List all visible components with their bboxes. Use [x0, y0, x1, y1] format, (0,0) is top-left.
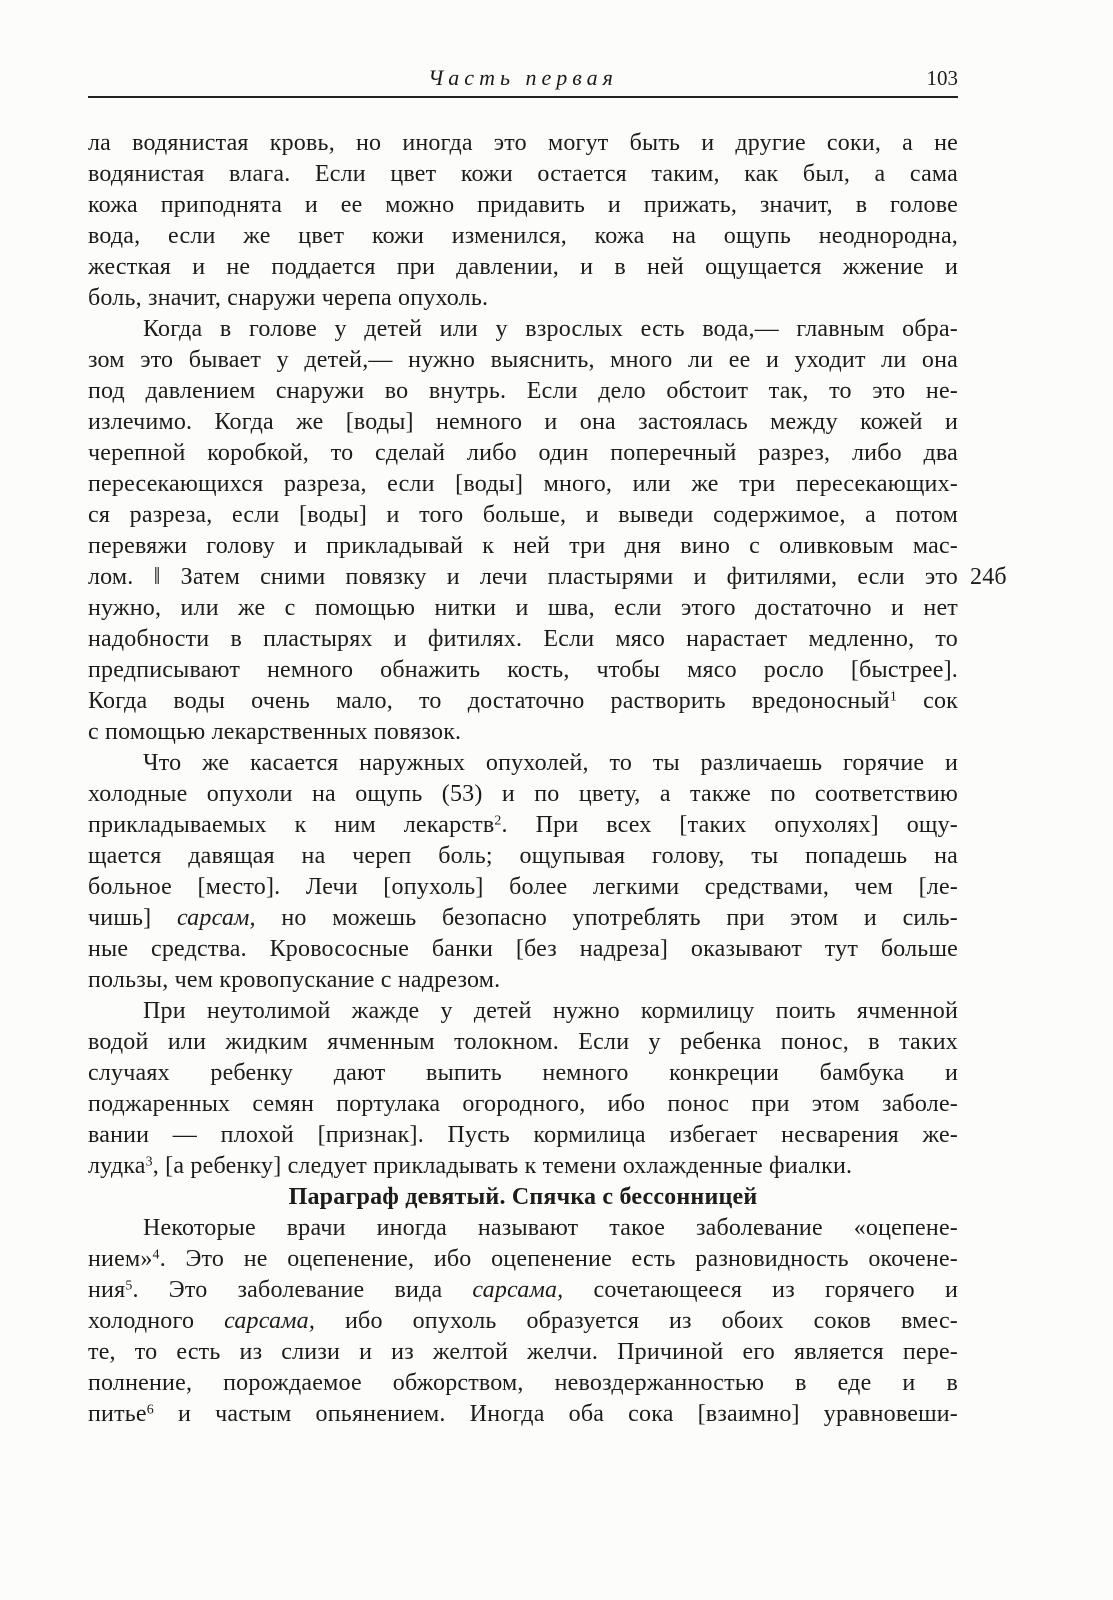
text-line: пользы, чем кровопускание с надрезом. — [88, 967, 501, 993]
text-line: холодного сарсама, ибо опухоль образуется из обоих соков вмес- — [88, 1308, 958, 1334]
text-line: Некоторые врачи иногда называют такое заболевание «оцепене- — [143, 1215, 958, 1241]
text-line: лудка$^3$, [а ребенку] следует прикладывать к темени охлажденные фиалки. — [88, 1153, 853, 1179]
footnote-ref: 2 — [494, 813, 502, 829]
italic-term: сарсама, — [224, 1308, 316, 1334]
text-line: с помощью лекарственных повязок. — [88, 719, 462, 745]
margin-folio-note: 24б — [970, 564, 1007, 590]
footnote-ref: 1 — [889, 689, 897, 705]
text-line: боль, значит, снаружи черепа опухоль. — [88, 285, 489, 311]
text-line: предписывают немного обнажить кость, чтобы мясо росло [быстрее]. — [88, 657, 958, 683]
footnote-ref: 5 — [125, 1278, 133, 1294]
text-line: нужно, или же с помощью нитки и шва, если этого достаточно и нет — [88, 595, 958, 621]
text-line: под давлением снаружи во внутрь. Если дело обстоит так, то это не- — [88, 378, 958, 404]
text-line: больное [место]. Лечи [опухоль] более легкими средствами, чем [ле- — [88, 874, 958, 900]
text-line: перевяжи голову и прикладывай к ней три дня вино с оливковым мас- — [88, 533, 958, 559]
text-line: ла водянистая кровь, но иногда это могут быть и другие соки, а не — [88, 130, 958, 156]
text-line: случаях ребенку дают выпить немного конкреции бамбука и — [88, 1060, 958, 1086]
text-line: При неутолимой жажде у детей нужно кормилицу поить ячменной — [143, 998, 958, 1024]
text-line: нием»$^4$. Это не оцепенение, ибо оцепенение есть разновидность окочене- — [88, 1246, 958, 1272]
text-line: щается давящая на череп боль; ощупывая голову, ты попадешь на — [88, 843, 958, 869]
footnote-ref: 6 — [146, 1402, 154, 1418]
text-line: ные средства. Кровососные банки [без надреза] оказывают тут больше — [88, 936, 958, 962]
text-line: холодные опухоли на ощупь (53) и по цвету, а также по соответствию — [88, 781, 958, 807]
footnote-ref: 3 — [145, 1154, 153, 1170]
page-number: 103 — [926, 66, 958, 90]
text-line: пересекающихся разреза, если [воды] много, или же три пересекающих- — [88, 471, 958, 497]
text-line: излечимо. Когда же [воды] немного и она застоялась между кожей и — [88, 409, 958, 435]
text-line: жесткая и не поддается при давлении, и в ней ощущается жжение и — [88, 254, 958, 280]
paragraph — [88, 1213, 958, 1430]
italic-term: сарсам, — [176, 905, 256, 931]
text-line: кожа приподнята и ее можно придавить и прижать, значит, в голове — [88, 192, 958, 218]
paragraph — [88, 128, 958, 314]
paragraph — [88, 996, 958, 1182]
text-line: надобности в пластырях и фитилях. Если мясо нарастает медленно, то — [88, 626, 958, 652]
text-line: вании — плохой [признак]. Пусть кормилица избегает несварения же- — [88, 1122, 958, 1148]
text-line: Когда в голове у детей или у взрослых есть вода,— главным обра- — [143, 316, 958, 342]
text-line: Когда воды очень мало, то достаточно растворить вредоносный$^1$ сок — [88, 688, 958, 714]
text-line: питье$^6$ и частым опьянением. Иногда оба сока [взаимно] уравновеши- — [88, 1401, 958, 1427]
text-line: чишь] сарсам, но можешь безопасно употреблять при этом и силь- — [88, 905, 958, 931]
page-header — [88, 62, 958, 94]
text-line: те, то есть из слизи и из желтой желчи. Причиной его является пере- — [88, 1339, 958, 1365]
text-line: прикладываемых к ним лекарств$^2$. При всех [таких опухолях] ощу- — [88, 812, 958, 838]
running-title: Часть первая — [428, 65, 618, 90]
text-line: водой или жидким ячменным толокном. Если у ребенка понос, в таких — [88, 1029, 958, 1055]
text-line: водянистая влага. Если цвет кожи остается таким, как был, а сама — [88, 161, 958, 187]
text-line: зом это бывает у детей,— нужно выяснить, много ли ее и уходит ли она — [88, 347, 958, 373]
footnote-ref: 4 — [152, 1247, 160, 1263]
paragraph — [88, 748, 958, 996]
text-line: ся разреза, если [воды] и того больше, и выведи содержимое, а потом — [88, 502, 958, 528]
text-line: лом. ‖ Затем сними повязку и лечи пластырями и фитилями, если это 24б — [88, 562, 958, 593]
text-line: поджаренных семян портулака огородного, ибо понос при этом заболе- — [88, 1091, 958, 1117]
italic-term: сарсама, — [472, 1277, 564, 1303]
text-line: полнение, порождаемое обжорством, невоздержанностью в еде и в — [88, 1370, 958, 1396]
paragraph — [88, 314, 1007, 748]
text-line: черепной коробкой, то сделай либо один поперечный разрез, либо два — [88, 440, 958, 466]
text-line: вода, если же цвет кожи изменился, кожа на ощупь неоднородна, — [88, 223, 958, 249]
text-line: ния$^5$. Это заболевание вида сарсама, сочетающееся из горячего и — [88, 1277, 958, 1303]
text-line: Что же касается наружных опухолей, то ты различаешь горячие и — [143, 750, 958, 776]
section-heading: Параграф девятый. Спячка с бессонницей — [288, 1184, 758, 1210]
header-rule — [88, 96, 958, 98]
text-body — [88, 128, 1007, 1430]
